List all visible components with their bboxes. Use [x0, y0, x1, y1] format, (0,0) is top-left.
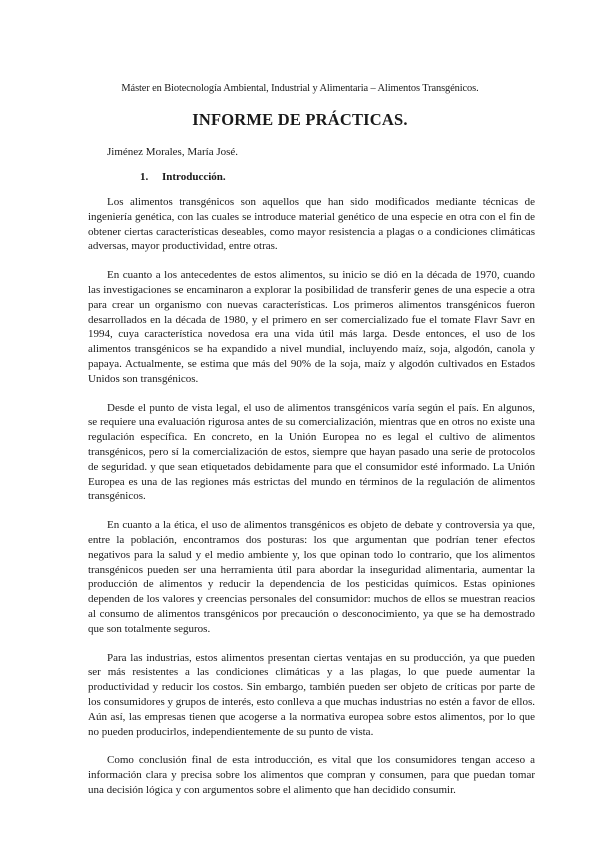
section-title: Introducción.	[162, 171, 226, 183]
paragraph: Desde el punto de vista legal, el uso de alimentos transgénicos varía según el país. En algunos, se requiere una evaluación rigurosa antes de su comercialización, mientras que en otros no existe una regulación específica. En concreto, en la Unión Europea no es legal el cultivo de alimentos transgénicos, pero sí la comercialización de estos, siempre que hayan pasado una serie de protocolos de seguridad. y que sean etiquetados debidamente para que el consumidor esté informado. La Unión Europea es una de las regiones más estrictas del mundo en términos de la regulación de alimentos transgénicos.	[88, 401, 535, 503]
paragraph: Para las industrias, estos alimentos presentan ciertas ventajas en su producción, ya que pueden ser más resistentes a las condiciones climáticas y a las plagas, lo que puede aumentar la productividad y reducir los costos. Sin embargo, también pueden ser objeto de críticas por parte de los consumidores y grupos de interés, esto conlleva a que muchas industrias no estén a favor de ellos. Aún así, las empresas tienen que acogerse a la normativa europea sobre estos alimentos, por lo que no pueden producirlos, independientemente de su punto de vista.	[88, 651, 535, 738]
section-number: 1.	[140, 171, 149, 183]
document-title: INFORME DE PRÁCTICAS.	[192, 110, 408, 129]
section-heading	[140, 171, 226, 183]
paragraph: En cuanto a la ética, el uso de alimentos transgénicos es objeto de debate y controversia ya que, entre la población, encontramos dos posturas: los que argumentan que podrían tener efectos negativos para la salud y el medio ambiente y, los que opinan todo lo contrario, que los alimentos transgénicos pueden ser una herramienta útil para abordar la inseguridad alimentaria, aumentar la producción de alimentos y reducir la dependencia de los pesticidas químicos. Estas opiniones dependen de los valores y creencias personales del consumidor: muchos de ellos se muestran reacios al consumo de alimentos transgénicos por precaución o desconocimiento, ya que se ha demostrado que son totalmente seguros.	[88, 519, 535, 635]
paragraph: Los alimentos transgénicos son aquellos que han sido modificados mediante técnicas de ingeniería genética, con las cuales se introduce material genético de una especie en otra con el fin de obtener ciertas características deseables, como mayor resistencia a plagas o a condiciones climáticas adversas, mayor productividad, entre otras.	[88, 196, 535, 253]
author-name: Jiménez Morales, María José.	[107, 146, 239, 158]
page-header: Máster en Biotecnología Ambiental, Industrial y Alimentaria – Alimentos Transgénicos.	[121, 83, 479, 94]
paragraph: En cuanto a los antecedentes de estos alimentos, su inicio se dió en la década de 1970, cuando las investigaciones se encaminaron a explorar la posibilidad de transferir genes de una especie a otra para crear un organismo con nuevas características. Los primeros alimentos transgénicos fueron desarrollados en la década de 1980, y el primero en ser comercializado fue el tomate Flavr Savr en 1994, cuya característica novedosa era una vida útil más larga. Desde entonces, el uso de los alimentos transgénicos se ha expandido a nivel mundial, incluyendo maíz, soja, algodón, canola y papaya. Actualmente, se estima que más del 90% de la soja, maíz y algodón cultivados en Estados Unidos son transgénicos.	[88, 269, 535, 385]
document-body	[88, 195, 535, 812]
paragraph: Como conclusión final de esta introducción, es vital que los consumidores tengan acceso a información clara y precisa sobre los alimentos que compran y consumen, para que puedan tomar una decisión lógica y con argumentos sobre el alimento que han decidido consumir.	[88, 754, 535, 796]
